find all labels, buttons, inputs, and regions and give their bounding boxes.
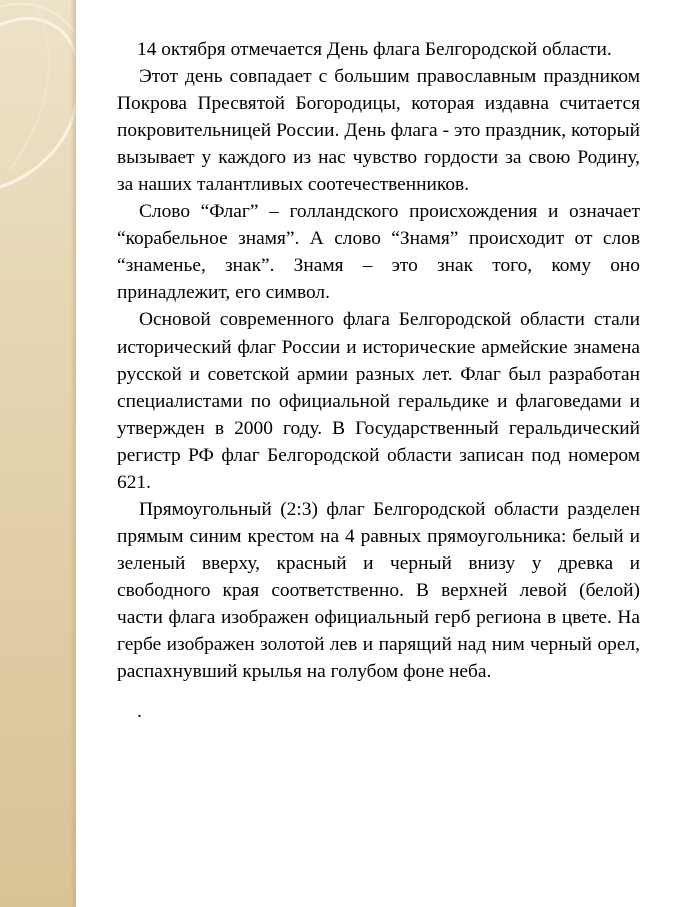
paragraph-flag-day-date: 14 октября отмечается День флага Белгородской области. <box>137 39 612 60</box>
trailing-mark: . <box>137 701 142 723</box>
decorative-side-band <box>0 0 76 907</box>
paragraph-word-origin: Слово “Флаг” – голландского происхождения и означает “корабельное знамя”. А слово “Знамя” происходит от слов “знаменье, знак”. Знамя – это знак того, кому оно принадлежит, его символ. <box>117 201 640 304</box>
document-body <box>117 36 640 739</box>
paragraph-flag-basis: Основой современного флага Белгородской области стали исторический флаг России и исторические армейские знамена русской и советской армии разных лет. Флаг был разработан специалистами по официальной геральдике и флаговедами и утвержден в 2000 году. В Государственный геральдический регистр РФ флаг Белгородской области записан под номером 621. <box>117 309 640 493</box>
band-edge-shadow <box>70 0 76 907</box>
ornament-swirl-icon <box>0 0 76 210</box>
paragraph-pokrov-holiday: Этот день совпадает с большим православным праздником Покрова Пресвятой Богородицы, которая издавна считается покровительницей России. День флага - это праздник, который вызывает у каждого из нас чувство гордости за свою Родину, за наших талантливых соотечественников. <box>117 66 640 196</box>
paragraph-flag-description: Прямоугольный (2:3) флаг Белгородской области разделен прямым синим крестом на 4 равных прямоугольника: белый и зеленый вверху, красный и черный внизу у древка и свободного края соответственно. В верхней левой (белой) части флага изображен официальный герб региона в цвете. На гербе изображен золотой лев и парящий над ним черный орел, распахнувший крылья на голубом фоне неба. <box>117 498 640 683</box>
